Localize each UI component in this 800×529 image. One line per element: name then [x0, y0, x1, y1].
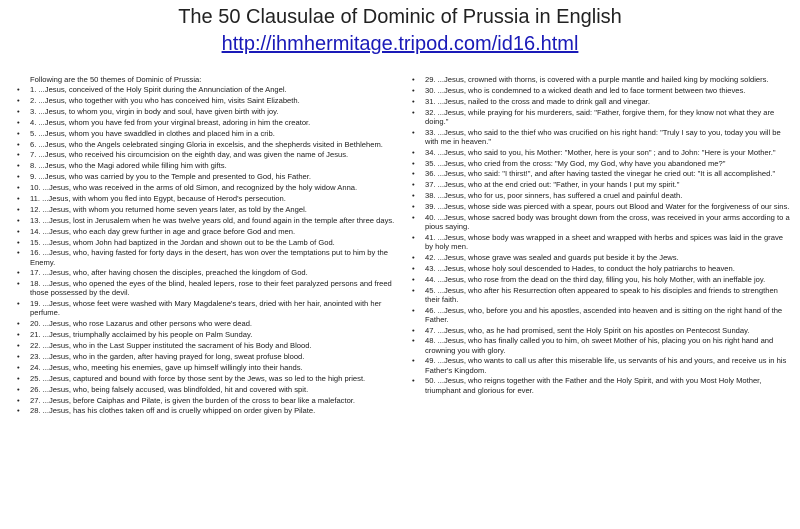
- list-item: [413, 191, 793, 200]
- bullet-icon: •: [412, 336, 415, 346]
- item-text: 29. ...Jesus, crowned with thorns, is covered with a purple mantle and hailed king by mocking soldiers.: [425, 75, 769, 84]
- list-item: [18, 319, 400, 328]
- item-text: 4. ...Jesus, whom you have fed from your virginal breast, adoring in him the creator.: [30, 117, 311, 127]
- list-item: [413, 336, 793, 354]
- bullet-icon: •: [412, 158, 415, 168]
- list-item: [413, 213, 793, 231]
- bullet-icon: •: [17, 237, 20, 247]
- bullet-icon: •: [17, 117, 20, 127]
- bullet-icon: •: [17, 248, 20, 258]
- item-text: 35. ...Jesus, who cried from the cross: "My God, my God, why have you abandoned me?": [425, 158, 726, 168]
- bullet-icon: •: [17, 139, 20, 149]
- list-item: [18, 172, 400, 181]
- bullet-icon: •: [17, 204, 20, 214]
- list-item: [413, 75, 793, 84]
- list-item: [413, 253, 793, 262]
- list-item: [18, 341, 400, 350]
- list-item: [413, 128, 793, 146]
- item-text: 8. ...Jesus, who the Magi adored while filling him with gifts.: [30, 161, 227, 171]
- item-text: 17. ...Jesus, who, after having chosen the disciples, preached the kingdom of God.: [30, 268, 308, 278]
- item-text: 30. ...Jesus, who is condemned to a wicked death and led to face torment between two thieves.: [425, 85, 746, 95]
- item-text: 34. ...Jesus, who said to you, his Mother: "Mother, here is your son" ; and to John: "Here is your Mother.": [425, 147, 776, 157]
- list-item: [413, 148, 793, 157]
- list-item: [18, 183, 400, 192]
- bullet-icon: •: [17, 183, 20, 193]
- bullet-icon: •: [17, 330, 20, 340]
- bullet-icon: •: [412, 180, 415, 190]
- bullet-icon: •: [17, 341, 20, 351]
- list-item: [18, 352, 400, 361]
- bullet-icon: •: [17, 226, 20, 236]
- item-text: 18. ...Jesus, who opened the eyes of the blind, healed lepers, rose to their feet paralyzed persons and freed those possessed by the devil.: [30, 279, 392, 298]
- clausulae-list-right: [413, 75, 793, 395]
- bullet-icon: •: [412, 252, 415, 262]
- list-item: [413, 356, 793, 374]
- item-text: 49. ...Jesus, who wants to call us after this miserable life, us servants of his and yours, and receive us in his Father's Kingdom.: [425, 356, 787, 375]
- item-text: 25. ...Jesus, captured and bound with force by those sent by the Jews, was so led to the high priest.: [30, 373, 366, 383]
- list-item: [18, 140, 400, 149]
- list-item: [18, 118, 400, 127]
- bullet-icon: •: [412, 127, 415, 137]
- list-item: [18, 129, 400, 138]
- item-text: 39. ...Jesus, whose side was pierced with a spear, pours out Blood and Water for the forgiveness of our sins.: [425, 202, 790, 212]
- page-title: The 50 Clausulae of Dominic of Prussia in English: [178, 6, 622, 28]
- list-item: [413, 169, 793, 178]
- item-text: 28. ...Jesus, has his clothes taken off and is cruelly whipped on order given by Pilate.: [30, 406, 316, 416]
- list-item: [18, 330, 400, 339]
- item-text: 14. ...Jesus, who each day grew further in age and grace before God and men.: [30, 226, 296, 236]
- list-item: [18, 268, 400, 277]
- list-item: [18, 385, 400, 394]
- bullet-icon: •: [17, 319, 20, 329]
- item-text: 13. ...Jesus, lost in Jerusalem when he was twelve years old, and found again in the temple after three days.: [30, 215, 395, 225]
- item-text: 24. ...Jesus, who, meeting his enemies, gave up himself willingly into their hands.: [30, 362, 303, 372]
- list-item: [18, 96, 400, 105]
- source-link[interactable]: http://ihmhermitage.tripod.com/id16.html: [221, 33, 579, 55]
- item-text: 47. ...Jesus, who, as he had promised, sent the Holy Spirit on his apostles on Pentecost Sunday.: [425, 325, 750, 335]
- bullet-icon: •: [17, 268, 20, 278]
- item-text: 33. ...Jesus, who said to the thief who was crucified on his right hand: "Truly I say to you, today you will be with me in heaven.": [425, 127, 781, 146]
- bullet-icon: •: [17, 161, 20, 171]
- bullet-icon: •: [17, 106, 20, 116]
- bullet-icon: •: [17, 95, 20, 105]
- list-item: [18, 363, 400, 372]
- bullet-icon: •: [17, 172, 20, 182]
- bullet-icon: •: [412, 285, 415, 295]
- list-item: [18, 150, 400, 159]
- bullet-icon: •: [412, 169, 415, 179]
- list-item: [18, 107, 400, 116]
- bullet-icon: •: [412, 191, 415, 201]
- list-item: [413, 202, 793, 211]
- item-text: 44. ...Jesus, who rose from the dead on the third day, filling you, his holy Mother, with an ineffable joy.: [425, 274, 766, 284]
- intro-text: Following are the 50 themes of Dominic of Prussia:: [30, 75, 202, 84]
- list-item: [413, 108, 793, 126]
- bullet-icon: •: [17, 362, 20, 372]
- bullet-icon: •: [17, 128, 20, 138]
- list-item: [18, 216, 400, 225]
- bullet-icon: •: [17, 373, 20, 383]
- item-text: 41. ...Jesus, whose body was wrapped in a sheet and wrapped with herbs and spices was laid in the grave by holy men.: [425, 232, 783, 252]
- bullet-icon: •: [17, 299, 20, 309]
- list-item: [18, 85, 400, 94]
- bullet-icon: •: [17, 85, 20, 95]
- item-text: 2. ...Jesus, who together with you who has conceived him, visits Saint Elizabeth.: [30, 95, 300, 105]
- item-text: 12. ...Jesus, with whom you returned home seven years later, as told by the Angel.: [30, 204, 307, 214]
- list-item: [413, 233, 793, 251]
- list-item: [413, 97, 793, 106]
- item-text: 27. ...Jesus, before Caiphas and Pilate, is given the burden of the cross to bear like a malefactor.: [30, 395, 356, 405]
- bullet-icon: •: [412, 202, 415, 212]
- list-item: [18, 279, 400, 297]
- item-text: 5. ...Jesus, whom you have swaddled in clothes and placed him in a crib.: [30, 128, 275, 138]
- bullet-icon: •: [17, 384, 20, 394]
- bullet-icon: •: [412, 274, 415, 284]
- bullet-icon: •: [17, 215, 20, 225]
- item-text: 32. ...Jesus, while praying for his murderers, said: "Father, forgive them, for they know not what they are doing.": [425, 107, 775, 126]
- bullet-icon: •: [17, 194, 20, 203]
- item-text: 1. ...Jesus, conceived of the Holy Spirit during the Annunciation of the Angel.: [30, 85, 287, 95]
- item-text: 43. ...Jesus, whose holy soul descended to Hades, to conduct the holy patriarchs to heaven.: [425, 263, 735, 273]
- list-item: [18, 406, 400, 415]
- list-item: [413, 86, 793, 95]
- list-item: [413, 286, 793, 304]
- item-text: 16. ...Jesus, who, having fasted for forty days in the desert, has won over the temptations put to him by the Enemy.: [30, 248, 388, 267]
- item-text: 11. ...Jesus, with whom you fled into Egypt, because of Herod's persecution.: [30, 194, 286, 203]
- list-item: [18, 299, 400, 317]
- item-text: 22. ...Jesus, who in the Last Supper instituted the sacrament of his Body and Blood.: [30, 341, 312, 351]
- item-text: 20. ...Jesus, who rose Lazarus and other persons who were dead.: [30, 319, 253, 329]
- bullet-icon: •: [17, 351, 20, 361]
- item-text: 31. ...Jesus, nailed to the cross and made to drink gall and vinegar.: [425, 96, 650, 106]
- list-item: [413, 376, 793, 394]
- list-item: [18, 194, 400, 203]
- list-item: [18, 161, 400, 170]
- item-text: 48. ...Jesus, who has finally called you to him, oh sweet Mother of his, placing you on his right hand and crowning you with glory.: [425, 336, 774, 355]
- item-text: 15. ...Jesus, whom John had baptized in the Jordan and shown out to be the Lamb of God.: [30, 237, 335, 247]
- item-text: 36. ...Jesus, who said: "I thirst!", and after having tasted the vinegar he cried out: "It is all accomplished.": [425, 169, 776, 179]
- list-item: [18, 248, 400, 266]
- bullet-icon: •: [17, 395, 20, 405]
- bullet-icon: •: [412, 263, 415, 273]
- bullet-icon: •: [412, 107, 415, 117]
- list-item: [18, 374, 400, 383]
- list-item: [413, 180, 793, 189]
- left-column: [18, 75, 400, 417]
- item-text: 45. ...Jesus, who after his Resurrection often appeared to speak to his disciples and friends to strengthen their faith.: [425, 285, 778, 304]
- bullet-icon: •: [412, 75, 415, 84]
- item-text: 3. ...Jesus, to whom you, virgin in body and soul, have given birth with joy.: [30, 106, 279, 116]
- bullet-icon: •: [412, 232, 415, 242]
- bullet-icon: •: [17, 150, 20, 160]
- item-text: 23. ...Jesus, who in the garden, after having prayed for long, sweat profuse blood.: [30, 351, 305, 361]
- list-item: [413, 306, 793, 324]
- item-text: 6. ...Jesus, who the Angels celebrated singing Gloria in excelsis, and the shepherds visited in Bethlehem.: [30, 139, 383, 149]
- bullet-icon: •: [17, 406, 20, 416]
- list-item: [18, 205, 400, 214]
- bullet-icon: •: [412, 147, 415, 157]
- item-text: 19. ...Jesus, whose feet were washed with Mary Magdalene's tears, dried with her hair, anointed with her perfume.: [30, 299, 382, 318]
- item-text: 40. ...Jesus, whose sacred body was brought down from the cross, was received in your arms according to a pious saying.: [425, 212, 790, 232]
- list-item: [18, 227, 400, 236]
- bullet-icon: •: [412, 85, 415, 95]
- item-text: 9. ...Jesus, who was carried by you to the Temple and presented to God, his Father.: [30, 172, 311, 182]
- item-text: 38. ...Jesus, who for us, poor sinners, has suffered a cruel and painful death.: [425, 191, 683, 201]
- bullet-icon: •: [412, 325, 415, 335]
- item-text: 42. ...Jesus, whose grave was sealed and guards put beside it by the Jews.: [425, 252, 679, 262]
- bullet-icon: •: [17, 279, 20, 289]
- list-item: [413, 275, 793, 284]
- bullet-icon: •: [412, 376, 415, 386]
- list-item: [413, 326, 793, 335]
- list-item: [18, 238, 400, 247]
- item-text: 21. ...Jesus, triumphally acclaimed by his people on Palm Sunday.: [30, 330, 253, 340]
- list-item: [413, 264, 793, 273]
- list-item: [18, 396, 400, 405]
- item-text: 26. ...Jesus, who, being falsely accused, was blindfolded, hit and covered with spit.: [30, 384, 309, 394]
- bullet-icon: •: [412, 305, 415, 315]
- bullet-icon: •: [412, 96, 415, 106]
- item-text: 46. ...Jesus, who, before you and his apostles, ascended into heaven and is sitting on the right hand of the Father.: [425, 305, 783, 324]
- clausulae-list-left: [18, 85, 400, 415]
- bullet-icon: •: [412, 356, 415, 366]
- list-item: [413, 159, 793, 168]
- right-column: [413, 75, 793, 396]
- item-text: 7. ...Jesus, who received his circumcision on the eighth day, and was given the name of Jesus.: [30, 150, 349, 160]
- item-text: 10. ...Jesus, who was received in the arms of old Simon, and recognized by the holy widow Anna.: [30, 183, 358, 193]
- bullet-icon: •: [412, 212, 415, 222]
- item-text: 50. ...Jesus, who reigns together with the Father and the Holy Spirit, and with you Most Holy Mother, triumphant and glorious for ever.: [425, 376, 762, 395]
- item-text: 37. ...Jesus, who at the end cried out: "Father, in your hands I put my spirit.": [425, 180, 680, 190]
